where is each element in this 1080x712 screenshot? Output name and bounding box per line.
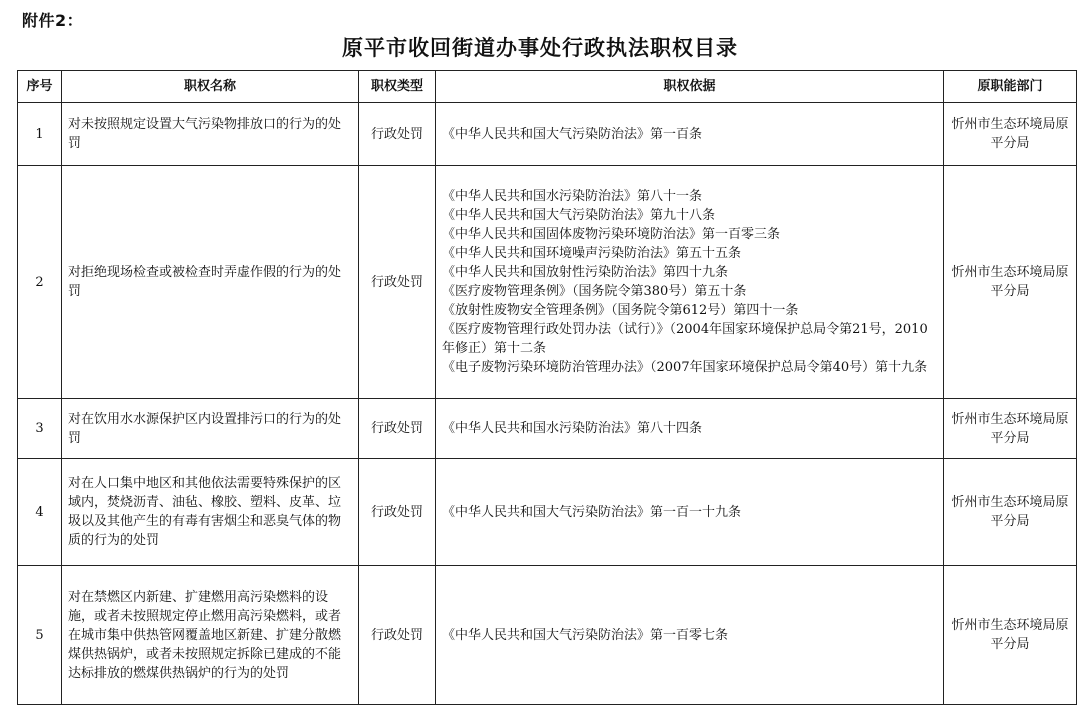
table-row	[18, 566, 1077, 705]
authority-basis	[436, 166, 944, 399]
authority-type: 行政处罚	[359, 399, 436, 459]
original-department: 忻州市生态环境局原平分局	[944, 566, 1077, 705]
basis-line: 《中华人民共和国固体废物污染环境防治法》第一百零三条	[442, 227, 781, 242]
authority-name: 对在饮用水水源保护区内设置排污口的行为的处罚	[62, 399, 359, 459]
authority-name: 对拒绝现场检查或被检查时弄虚作假的行为的处罚	[62, 166, 359, 399]
authority-basis	[436, 103, 944, 166]
table-row	[18, 103, 1077, 166]
original-department: 忻州市生态环境局原平分局	[944, 399, 1077, 459]
basis-line: 《中华人民共和国大气污染防治法》第一百条	[442, 126, 703, 142]
basis-line: 《放射性废物安全管理条例》（国务院令第612号）第四十一条	[442, 303, 799, 318]
original-department: 忻州市生态环境局原平分局	[944, 103, 1077, 166]
basis-line: 《中华人民共和国水污染防治法》第八十一条	[442, 189, 703, 204]
authority-name: 对未按照规定设置大气污染物排放口的行为的处罚	[62, 103, 359, 166]
basis-line: 《电子废物污染环境防治管理办法》（2007年国家环境保护总局令第40号）第十九条	[442, 360, 928, 375]
basis-line: 《医疗废物管理行政处罚办法（试行）》（2004年国家环境保护总局令第21号，2010年修正）第十二条	[442, 322, 928, 356]
basis-line: 《中华人民共和国放射性污染防治法》第四十九条	[442, 265, 729, 280]
attachment-label: 附件2：	[22, 11, 84, 30]
original-department: 忻州市生态环境局原平分局	[944, 459, 1077, 566]
basis-line: 《中华人民共和国大气污染防治法》第一百零七条	[442, 627, 729, 643]
header-name: 职权名称	[62, 71, 359, 103]
header-no: 序号	[18, 71, 62, 103]
basis-line: 《中华人民共和国水污染防治法》第八十四条	[442, 421, 703, 436]
row-number: 5	[18, 566, 62, 705]
authority-name: 对在人口集中地区和其他依法需要特殊保护的区域内，焚烧沥青、油毡、橡胶、塑料、皮革、垃圾以及其他产生的有毒有害烟尘和恶臭气体的物质的行为的处罚	[62, 459, 359, 566]
header-dept: 原职能部门	[944, 71, 1077, 103]
header-type: 职权类型	[359, 71, 436, 103]
authority-basis	[436, 566, 944, 705]
table-row	[18, 399, 1077, 459]
row-number: 2	[18, 166, 62, 399]
document-title: 原平市收回街道办事处行政执法职权目录	[342, 35, 738, 60]
authority-type: 行政处罚	[359, 459, 436, 566]
basis-line: 《医疗废物管理条例》（国务院令第380号）第五十条	[442, 284, 747, 299]
basis-line: 《中华人民共和国环境噪声污染防治法》第五十五条	[442, 246, 742, 261]
authority-name: 对在禁燃区内新建、扩建燃用高污染燃料的设施，或者未按照规定停止燃用高污染燃料，或者在城市集中供热管网覆盖地区新建、扩建分散燃煤供热锅炉，或者未按照规定拆除已建成的不能达标排放的燃煤供热锅炉的行为的处罚	[62, 566, 359, 705]
row-number: 3	[18, 399, 62, 459]
table-row	[18, 459, 1077, 566]
authority-catalog-table	[17, 70, 1077, 705]
authority-type: 行政处罚	[359, 103, 436, 166]
table-row	[18, 166, 1077, 399]
authority-basis	[436, 399, 944, 459]
basis-line: 《中华人民共和国大气污染防治法》第九十八条	[442, 208, 716, 223]
authority-basis	[436, 459, 944, 566]
row-number: 1	[18, 103, 62, 166]
header-basis: 职权依据	[436, 71, 944, 103]
authority-type: 行政处罚	[359, 566, 436, 705]
basis-line: 《中华人民共和国大气污染防治法》第一百一十九条	[442, 504, 742, 520]
original-department: 忻州市生态环境局原平分局	[944, 166, 1077, 399]
table-header-row	[18, 71, 1077, 103]
row-number: 4	[18, 459, 62, 566]
authority-type: 行政处罚	[359, 166, 436, 399]
